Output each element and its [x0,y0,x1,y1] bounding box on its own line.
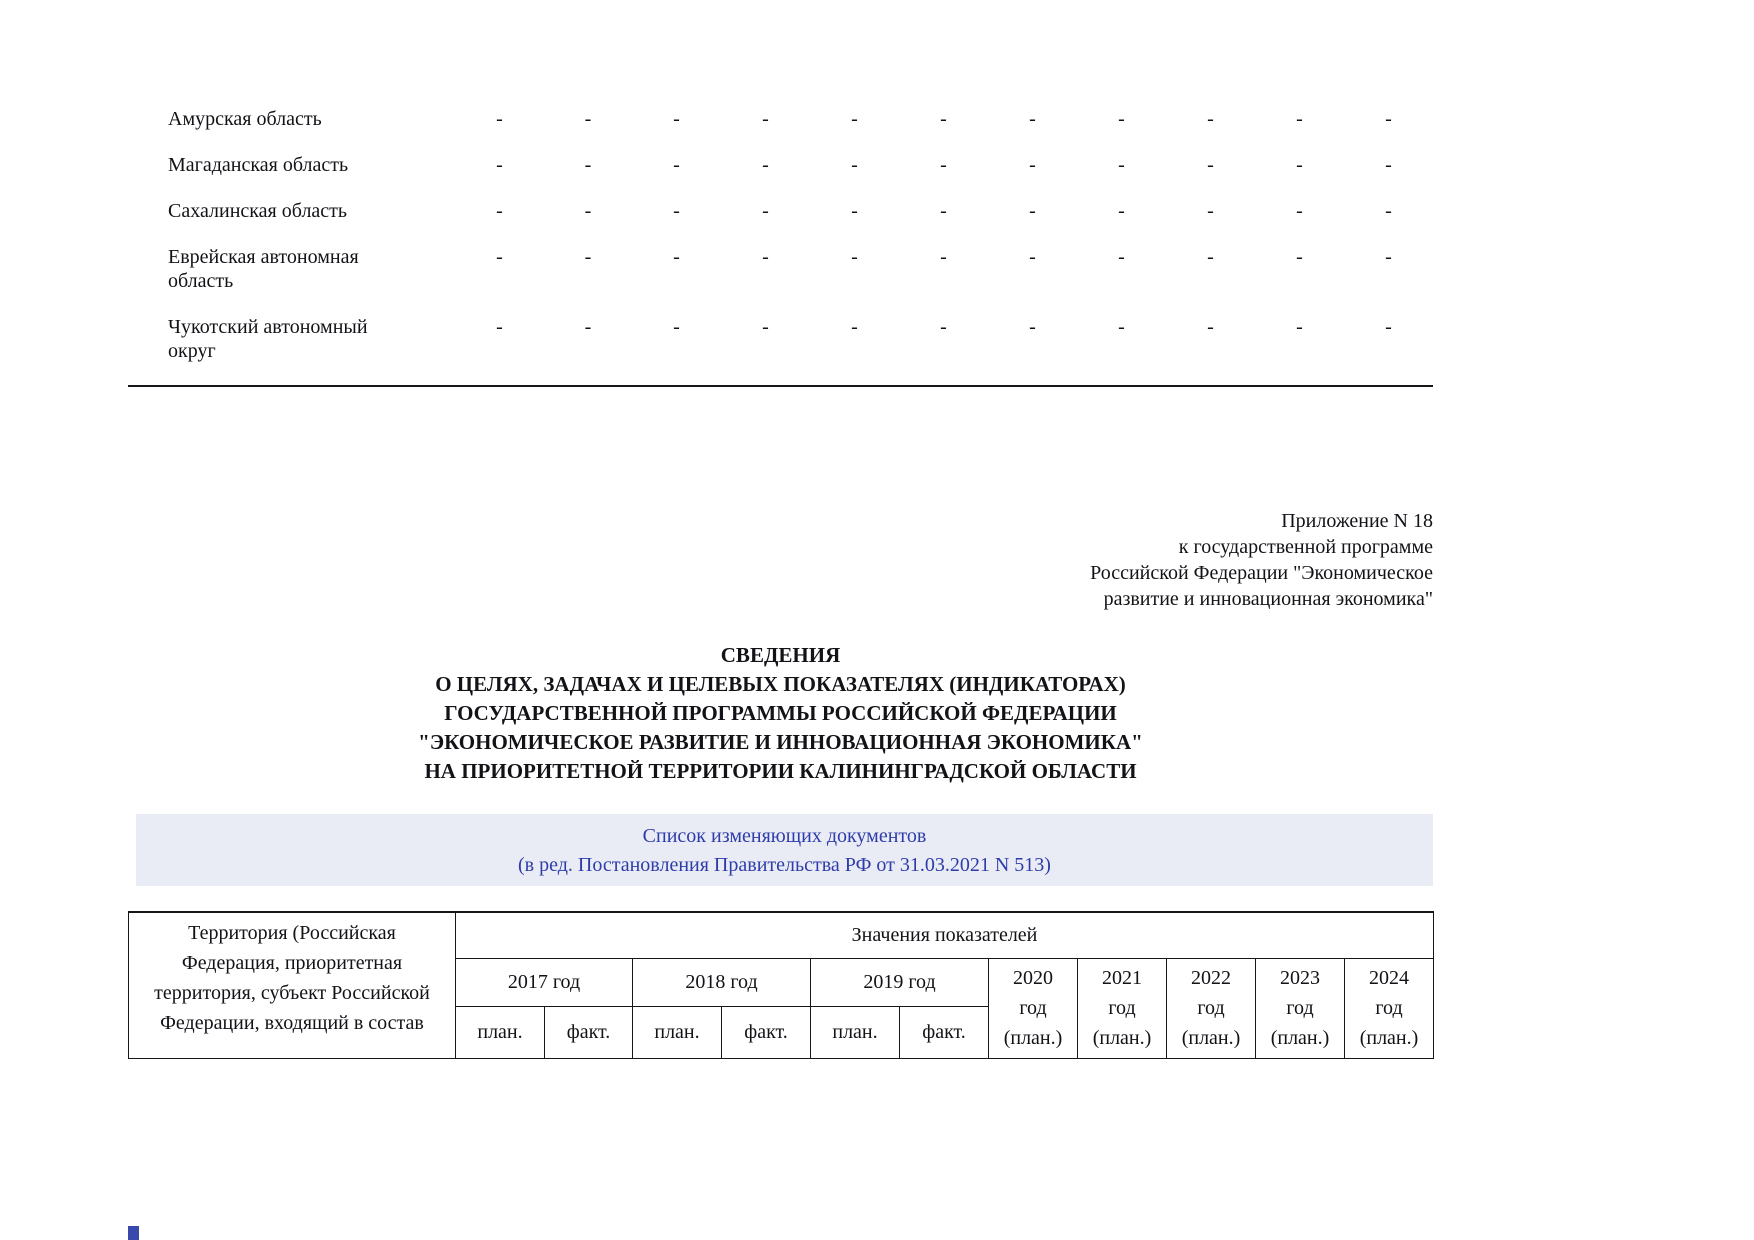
year-2018-header-cell: 2018 год [633,958,811,1006]
value-cell: - [1029,316,1036,338]
year-2020-plan-header-cell [989,958,1078,1058]
year-line: год [1108,997,1136,1019]
indicators-table [128,911,1434,1059]
table-row [128,153,1433,199]
region-label-cell [128,245,455,315]
year-line: 2022 [1191,967,1231,989]
year-2023-plan-header-cell [1256,958,1345,1058]
value-cell: - [1118,154,1125,176]
value-cell: - [673,316,680,338]
value-cell: - [496,200,503,222]
year-2022-plan-header-cell [1167,958,1256,1058]
table-row [128,199,1433,245]
fact-subheader-cell: факт. [900,1006,989,1058]
region-label: Магаданская область [168,154,349,176]
title-line: О ЦЕЛЯХ, ЗАДАЧАХ И ЦЕЛЕВЫХ ПОКАЗАТЕЛЯХ (ИНДИКАТОРАХ) [435,672,1126,696]
year-line: год [1197,997,1225,1019]
appendix-line: Российской Федерации "Экономическое [1090,562,1433,584]
table-row [128,107,1433,153]
amendments-header: Список изменяющих документов [642,824,927,847]
territory-header-line: Федерации, входящий в состав [160,1012,424,1034]
value-cell: - [940,200,947,222]
value-cell: - [1118,200,1125,222]
value-cell: - [673,154,680,176]
value-cell: - [762,200,769,222]
region-label-cell [128,153,455,199]
value-cell: - [851,246,858,268]
value-cell: - [584,246,592,268]
value-cell: - [1385,316,1392,338]
value-cell: - [584,108,592,130]
value-cell: - [496,316,503,338]
cut-off-highlight-fragment [128,1226,139,1240]
appendix-line: Приложение N 18 [1281,510,1433,532]
value-cell: - [1029,200,1036,222]
value-cell: - [762,316,769,338]
table-row [128,245,1433,315]
value-cell: - [1029,108,1036,130]
plan-subheader-cell: план. [633,1006,722,1058]
value-cell: - [1207,154,1214,176]
value-cell: - [940,316,947,338]
year-line: (план.) [1003,1027,1063,1049]
title-line: СВЕДЕНИЯ [720,643,841,667]
year-2017-header-cell: 2017 год [456,958,633,1006]
value-cell: - [584,154,592,176]
value-cell: - [1296,316,1303,338]
value-cell: - [1296,108,1303,130]
value-cell: - [762,246,769,268]
region-label: Еврейская автономная область [168,246,359,292]
appendix-reference [1090,508,1433,612]
value-cell: - [1296,200,1303,222]
territory-header-line: Территория (Российская [188,922,396,944]
year-line: 2024 [1369,967,1409,989]
value-cell: - [1385,108,1392,130]
year-line: год [1019,997,1047,1019]
region-label: Амурская область [168,108,322,130]
region-label: Сахалинская область [168,200,348,222]
year-line: год [1286,997,1314,1019]
document-title [128,641,1433,786]
value-cell: - [851,154,858,176]
value-cell: - [762,154,769,176]
fact-subheader-cell: факт. [545,1006,633,1058]
value-cell: - [496,108,503,130]
value-cell: - [1029,154,1036,176]
appendix-line: к государственной программе [1178,536,1433,558]
year-line: год [1375,997,1403,1019]
plan-subheader-cell: план. [811,1006,900,1058]
amendments-reference-link[interactable]: (в ред. Постановления Правительства РФ от 31.03.2021 N 513) [518,853,1051,876]
year-line: (план.) [1092,1027,1152,1049]
value-cell: - [673,200,680,222]
value-cell: - [851,108,858,130]
value-cell: - [1296,246,1303,268]
region-label-cell [128,315,455,386]
plan-subheader-cell: план. [456,1006,545,1058]
value-cell: - [584,316,592,338]
value-cell: - [673,108,680,130]
year-2024-plan-header-cell [1345,958,1434,1058]
region-label: Чукотский автономный округ [168,316,368,362]
fact-subheader-cell: факт. [722,1006,811,1058]
value-cell: - [1207,246,1214,268]
value-cell: - [1207,200,1214,222]
value-cell: - [673,246,680,268]
year-line: (план.) [1270,1027,1330,1049]
region-label-cell [128,107,455,153]
value-cell: - [851,200,858,222]
value-cell: - [1118,316,1125,338]
value-cell: - [940,108,947,130]
value-cell: - [851,316,858,338]
value-cell: - [1207,108,1214,130]
region-label-cell [128,199,455,245]
value-cell: - [1029,246,1036,268]
values-header-cell: Значения показателей [456,912,1434,958]
table-header-row [129,912,1434,958]
value-cell: - [762,108,769,130]
territory-header-line: Федерация, приоритетная [181,952,403,974]
year-2019-header-cell: 2019 год [811,958,989,1006]
year-line: 2023 [1280,967,1320,989]
territory-header-line: территория, субъект Российской [154,982,430,1004]
value-cell: - [584,200,592,222]
territory-header-cell [129,912,456,1058]
year-2021-plan-header-cell [1078,958,1167,1058]
table-row [128,315,1433,386]
value-cell: - [940,246,947,268]
year-line: 2020 [1013,967,1053,989]
value-cell: - [1207,316,1214,338]
value-cell: - [1385,154,1392,176]
value-cell: - [1385,246,1392,268]
value-cell: - [940,154,947,176]
value-cell: - [496,154,503,176]
year-line: 2021 [1102,967,1142,989]
value-cell: - [496,246,503,268]
value-cell: - [1385,200,1392,222]
year-line: (план.) [1181,1027,1241,1049]
appendix-line: развитие и инновационная экономика" [1103,588,1433,610]
title-line: НА ПРИОРИТЕТНОЙ ТЕРРИТОРИИ КАЛИНИНГРАДСКОЙ ОБЛАСТИ [424,759,1137,783]
value-cell: - [1118,108,1125,130]
value-cell: - [1296,154,1303,176]
year-line: (план.) [1359,1027,1419,1049]
amendments-box [136,814,1433,886]
title-line: ГОСУДАРСТВЕННОЙ ПРОГРАММЫ РОССИЙСКОЙ ФЕДЕРАЦИИ [444,701,1117,725]
title-line: "ЭКОНОМИЧЕСКОЕ РАЗВИТИЕ И ИННОВАЦИОННАЯ ЭКОНОМИКА" [418,730,1143,754]
region-values-table [128,107,1433,387]
value-cell: - [1118,246,1125,268]
